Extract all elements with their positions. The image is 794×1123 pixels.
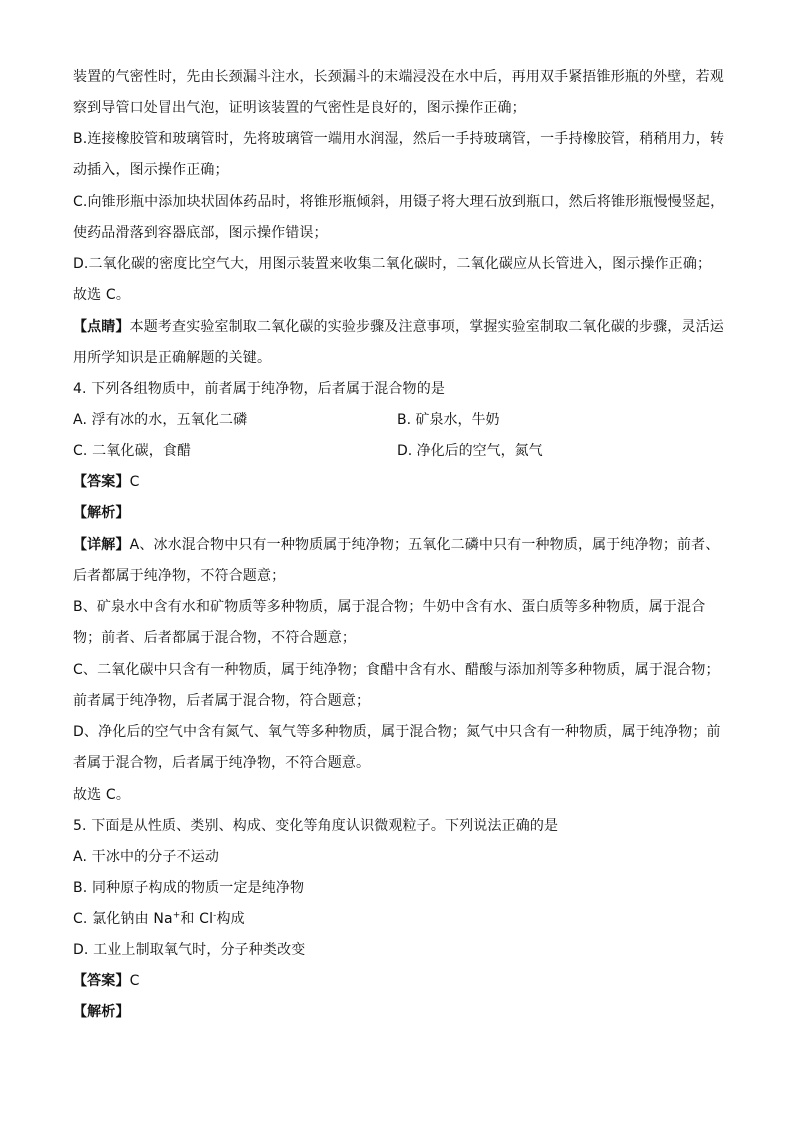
q4-conclusion: 故选 C。 bbox=[73, 787, 130, 803]
q4-option-c: C. 二氧化碳，食醋 bbox=[73, 443, 192, 459]
q3-dianjing-line2: 用所学知识是正确解题的关键。 bbox=[73, 350, 272, 366]
q4-option-a: A. 浮有冰的水，五氧化二磷 bbox=[73, 412, 248, 428]
q4-stem: 4. 下列各组物质中，前者属于纯净物，后者属于混合物的是 bbox=[73, 381, 446, 397]
q4-detail-a-line2: 后者都属于纯净物，不符合题意； bbox=[73, 568, 286, 584]
q4-detail-d-line1: D、净化后的空气中含有氮气、氧气等多种物质，属于混合物；氮气中只含有一种物质，属于纯净物；前 bbox=[73, 724, 721, 740]
chloride-ion-charge: - bbox=[213, 910, 217, 921]
detail-tag: 【详解】 bbox=[73, 537, 130, 553]
q4-option-d: D. 净化后的空气，氮气 bbox=[397, 443, 543, 459]
q4-option-b: B. 矿泉水，牛奶 bbox=[397, 412, 500, 428]
analysis-tag: 【解析】 bbox=[73, 1004, 130, 1020]
q3-conclusion: 故选 C。 bbox=[73, 287, 130, 303]
q5-option-b: B. 同种原子构成的物质一定是纯净物 bbox=[73, 880, 305, 896]
q4-detail-c-line2: 前者属于纯净物，后者属于混合物，符合题意； bbox=[73, 693, 371, 709]
q3-explanation-d-line1: D.二氧化碳的密度比空气大，用图示装置来收集二氧化碳时，二氧化碳应从长管进入，图示操作正确； bbox=[73, 256, 712, 272]
answer-value: C bbox=[129, 474, 140, 490]
q3-explanation-a-line2: 察到导管口处冒出气泡，证明该装置的气密性是良好的，图示操作正确； bbox=[73, 100, 526, 116]
answer-value: C bbox=[129, 973, 140, 989]
q5-analysis-heading bbox=[73, 1002, 723, 1022]
q3-dianjing-line1 bbox=[73, 317, 723, 337]
q3-explanation-b-line2: 动插入，图示操作正确； bbox=[73, 162, 229, 178]
q4-detail-d-line2: 者属于混合物，后者属于纯净物，不符合题意。 bbox=[73, 755, 371, 771]
q3-explanation-c-line1: C.向锥形瓶中添加块状固体药品时，将锥形瓶倾斜，用镊子将大理石放到瓶口，然后将锥形瓶慢慢竖起， bbox=[73, 194, 725, 210]
q4-analysis-heading bbox=[73, 503, 723, 523]
q5-option-d: D. 工业上制取氧气时，分子种类改变 bbox=[73, 942, 306, 958]
q3-explanation-c-line2: 使药品滑落到容器底部，图示操作错误； bbox=[73, 225, 328, 241]
q4-detail-b-line2: 物；前者、后者都属于混合物，不符合题意； bbox=[73, 630, 356, 646]
q5-option-a: A. 干冰中的分子不运动 bbox=[73, 849, 220, 865]
q4-answer bbox=[73, 472, 723, 492]
q3-explanation-a-line1: 装置的气密性时，先由长颈漏斗注水，长颈漏斗的末端浸没在水中后，再用双手紧捂锥形瓶的外壁，若观 bbox=[73, 69, 724, 85]
sodium-ion-charge: + bbox=[172, 910, 181, 921]
q3-explanation-b-line1: B.连接橡胶管和玻璃管时，先将玻璃管一端用水润湿，然后一手持玻璃管，一手持橡胶管，稍稍用力，转 bbox=[73, 131, 725, 147]
detail-text: A、冰水混合物中只有一种物质属于纯净物；五氧化二磷中只有一种物质，属于纯净物；前者、 bbox=[129, 537, 720, 553]
answer-tag: 【答案】 bbox=[73, 973, 130, 989]
q5-answer bbox=[73, 971, 723, 991]
q5-option-c-part1: C. 氯化钠由 Na bbox=[73, 911, 173, 927]
q5-option-c bbox=[73, 909, 723, 929]
q5-option-c-part2: 和 Cl bbox=[180, 911, 214, 927]
q4-detail-b-line1: B、矿泉水中含有水和矿物质等多种物质，属于混合物；牛奶中含有水、蛋白质等多种物质，属于混合 bbox=[73, 599, 706, 615]
analysis-tag: 【解析】 bbox=[73, 505, 130, 521]
answer-tag: 【答案】 bbox=[73, 474, 130, 490]
q5-option-c-part3: 构成 bbox=[216, 911, 245, 927]
dianjing-tag: 【点睛】 bbox=[73, 319, 130, 335]
q5-stem: 5. 下面是从性质、类别、构成、变化等角度认识微观粒子。下列说法正确的是 bbox=[73, 818, 559, 834]
q4-detail-c-line1: C、二氧化碳中只含有一种物质，属于纯净物；食醋中含有水、醋酸与添加剂等多种物质，属于混合物； bbox=[73, 662, 720, 678]
q4-detail-a-line1 bbox=[73, 535, 723, 555]
dianjing-text: 本题考查实验室制取二氧化碳的实验步骤及注意事项，掌握实验室制取二氧化碳的步骤，灵活运 bbox=[129, 319, 724, 335]
